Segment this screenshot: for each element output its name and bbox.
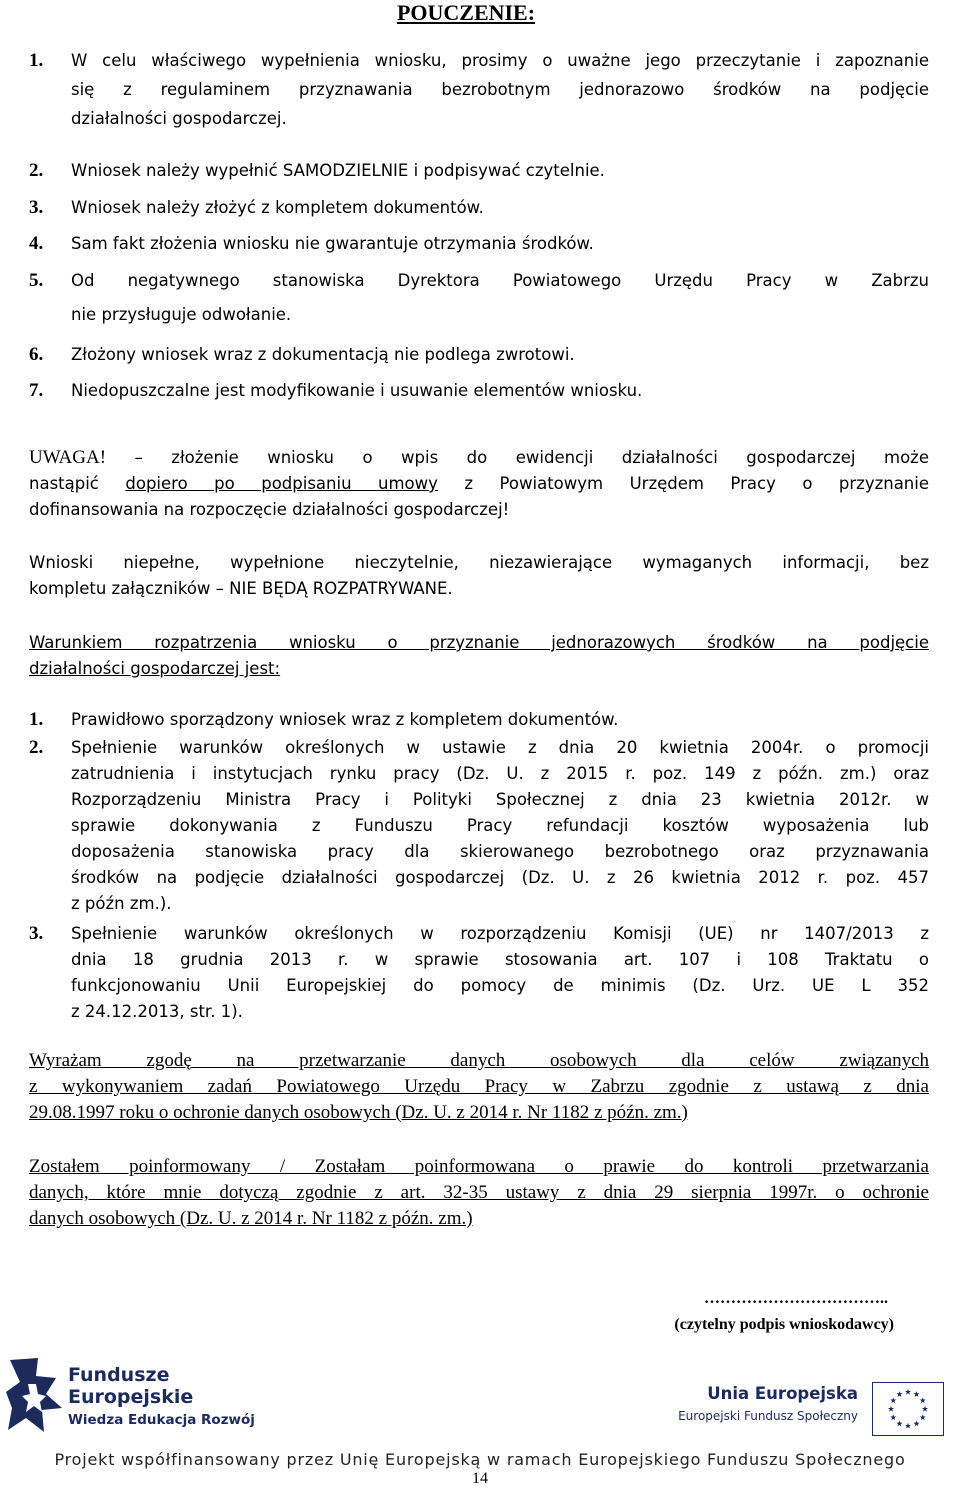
condition-item (71, 921, 929, 1025)
incomplete-line: Wnioski niepełne, wypełnione nieczytelnie, niezawierające wymaganych informacji, bez (29, 553, 929, 572)
fundusze-europejskie-logo (6, 1358, 286, 1434)
consent-line: z wykonywaniem zadań Powiatowego Urzędu Pracy w Zabrzu zgodnie z ustawą z dnia (29, 1076, 929, 1097)
instruction-line: działalności gospodarczej. (71, 109, 287, 128)
warning-text: nastąpić (29, 474, 126, 493)
eu-flag-icon (872, 1382, 944, 1436)
instruction-number: 4. (29, 233, 44, 254)
eu-star-icon (913, 1391, 919, 1397)
warning-underlined: dopiero po podpisaniu umowy (125, 474, 438, 493)
eu-line2: Europejski Fundusz Społeczny (678, 1409, 858, 1423)
condition-line: zatrudnienia i instytucjach rynku pracy (Dz. U. z 2015 r. poz. 149 z późn. zm.) oraz (71, 764, 929, 783)
eu-star-icon (896, 1421, 902, 1427)
fundusze-line2: Europejskie (68, 1386, 194, 1408)
signature-dots: …………………………….. (704, 1290, 888, 1307)
conditions-heading-line: działalności gospodarczej jest: (29, 659, 281, 678)
instruction-number: 3. (29, 197, 44, 218)
instruction-line: W celu właściwego wypełnienia wniosku, prosimy o uważne jego przeczytanie i zapoznanie (71, 51, 929, 70)
condition-line: dnia 18 grudnia 2013 r. w sprawie stosowania art. 107 i 108 Traktatu o (71, 950, 929, 969)
incomplete-paragraph (29, 550, 929, 602)
condition-number: 2. (29, 737, 44, 758)
warning-label: UWAGA! (29, 447, 107, 468)
footer-note: Projekt współfinansowany przez Unię Europejską w ramach Europejskiego Funduszu Społecznego (54, 1450, 906, 1469)
page-title: POUCZENIE: (396, 0, 536, 25)
instruction-number: 1. (29, 50, 44, 71)
condition-line: Spełnienie warunków określonych w rozporządzeniu Komisji (UE) nr 1407/2013 z (71, 924, 929, 943)
instruction-item (71, 48, 929, 132)
consent-paragraph (29, 1048, 929, 1126)
instruction-number: 6. (29, 344, 44, 365)
instruction-item: Niedopuszczalne jest modyfikowanie i usuwanie elementów wniosku. (71, 381, 643, 400)
instruction-line: nie przysługuje odwołanie. (71, 305, 292, 324)
consent-line: 29.08.1997 roku o ochronie danych osobowych (Dz. U. z 2014 r. Nr 1182 z późn. zm.) (29, 1102, 688, 1123)
eu-star-icon (920, 1397, 926, 1403)
fundusze-line3: Wiedza Edukacja Rozwój (68, 1412, 255, 1428)
eu-star-icon (890, 1397, 896, 1403)
instruction-item: Wniosek należy złożyć z kompletem dokumentów. (71, 198, 484, 217)
condition-line: środków na podjęcie działalności gospodarczej (Dz. U. z 26 kwietnia 2012 r. poz. 457 (71, 868, 929, 887)
conditions-heading (29, 630, 929, 682)
eu-star-icon (905, 1389, 911, 1395)
informed-paragraph (29, 1154, 929, 1232)
page-number: 14 (472, 1470, 488, 1487)
instruction-item (71, 268, 929, 328)
instruction-number: 7. (29, 380, 44, 401)
condition-line: Prawidłowo sporządzony wniosek wraz z kompletem dokumentów. (71, 710, 619, 729)
eu-star-icon (922, 1406, 928, 1412)
condition-item (71, 735, 929, 917)
condition-line: funkcjonowaniu Unii Europejskiej do pomocy de minimis (Dz. Urz. UE L 352 (71, 976, 929, 995)
condition-line: z późn zm.). (71, 894, 172, 913)
instruction-number: 5. (29, 270, 44, 291)
warning-line (29, 471, 929, 497)
instruction-line: Od negatywnego stanowiska Dyrektora Powiatowego Urzędu Pracy w Zabrzu (71, 271, 929, 290)
instruction-item: Wniosek należy wypełnić SAMODZIELNIE i podpisywać czytelnie. (71, 161, 605, 180)
eu-star-icon (896, 1391, 902, 1397)
incomplete-line: kompletu załączników – NIE BĘDĄ ROZPATRYWANE. (29, 579, 453, 598)
eu-logo (678, 1378, 954, 1438)
warning-line: dofinansowania na rozpoczęcie działalności gospodarczej! (29, 500, 510, 519)
consent-line: Wyrażam zgodę na przetwarzanie danych osobowych dla celów związanych (29, 1050, 929, 1071)
condition-line: Spełnienie warunków określonych w ustawie z dnia 20 kwietnia 2004r. o promocji (71, 738, 929, 757)
instruction-item: Sam fakt złożenia wniosku nie gwarantuje otrzymania środków. (71, 234, 594, 253)
conditions-heading-line: Warunkiem rozpatrzenia wniosku o przyznanie jednorazowych środków na podjęcie (29, 633, 929, 652)
eu-star-icon (890, 1414, 896, 1420)
warning-text: z Powiatowym Urzędem Pracy o przyznanie (437, 474, 930, 493)
informed-line: danych, które mnie dotyczą zgodnie z art. 32-35 ustawy z dnia 29 sierpnia 1997r. o ochronie (29, 1182, 929, 1203)
eu-star-icon (920, 1414, 926, 1420)
condition-line: z 24.12.2013, str. 1). (71, 1002, 243, 1021)
warning-text: – złożenie wniosku o wpis do ewidencji działalności gospodarczej może (106, 448, 929, 467)
eu-star-icon (905, 1423, 911, 1429)
warning-line (29, 444, 929, 471)
fundusze-line1: Fundusze (68, 1364, 170, 1386)
condition-item (71, 707, 929, 733)
eu-star-icon (913, 1421, 919, 1427)
condition-line: Rozporządzeniu Ministra Pracy i Polityki Społecznej z dnia 23 kwietnia 2012r. w (71, 790, 929, 809)
warning-paragraph (29, 444, 929, 523)
fundusze-star-icon (6, 1358, 64, 1434)
informed-line: danych osobowych (Dz. U. z 2014 r. Nr 1182 z późn. zm.) (29, 1208, 473, 1229)
condition-number: 1. (29, 709, 44, 730)
instruction-item: Złożony wniosek wraz z dokumentacją nie podlega zwrotowi. (71, 345, 575, 364)
condition-number: 3. (29, 923, 44, 944)
informed-line: Zostałem poinformowany / Zostałam poinformowana o prawie do kontroli przetwarzania (29, 1156, 929, 1177)
eu-star-icon (888, 1406, 894, 1412)
signature-label: (czytelny podpis wnioskodawcy) (674, 1316, 894, 1333)
instruction-number: 2. (29, 160, 44, 181)
condition-line: doposażenia stanowiska pracy dla skierowanego bezrobotnego oraz przyznawania (71, 842, 929, 861)
condition-line: sprawie dokonywania z Funduszu Pracy refundacji kosztów wyposażenia lub (71, 816, 929, 835)
eu-line1: Unia Europejska (707, 1384, 858, 1403)
instruction-line: się z regulaminem przyznawania bezrobotnym jednorazowo środków na podjęcie (71, 80, 929, 99)
